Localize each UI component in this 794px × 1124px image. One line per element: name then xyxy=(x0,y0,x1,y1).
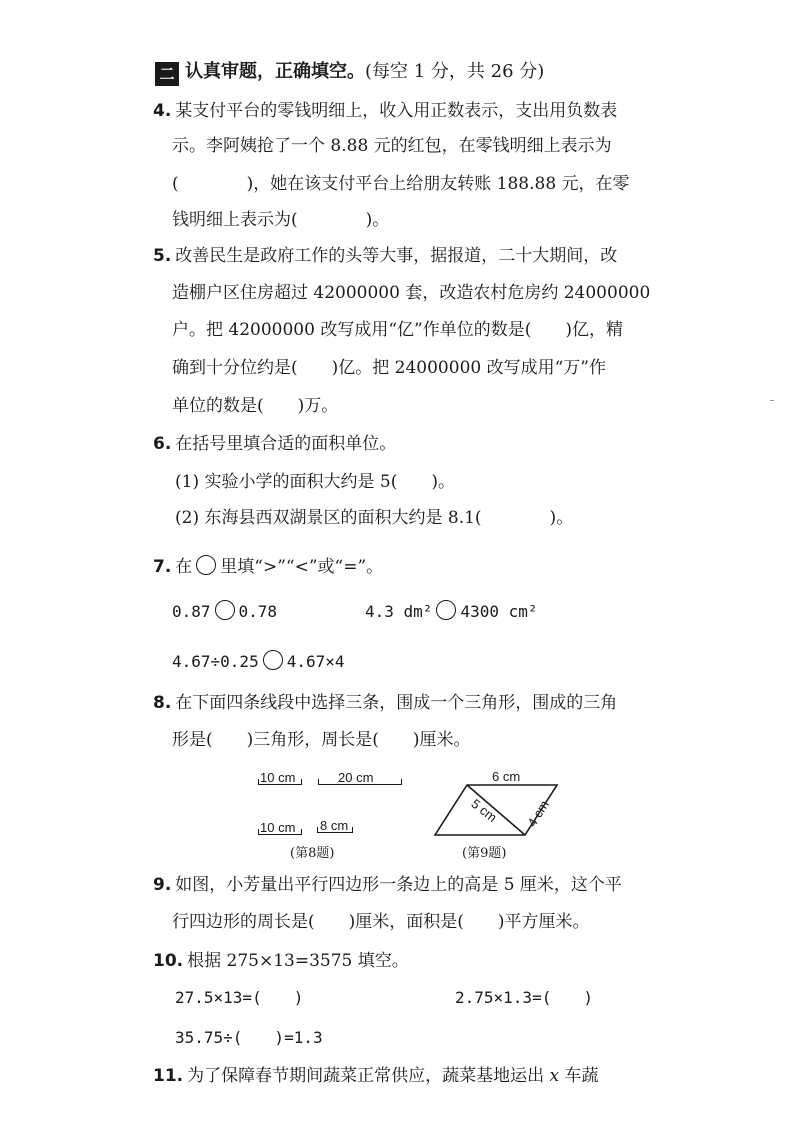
compare-circle-icon xyxy=(196,555,216,575)
q9-line-2: 行四边形的周长是( )厘米，面积是( )平方厘米。 xyxy=(172,912,590,932)
q7-c-left: 4.67÷0.25 xyxy=(172,652,259,671)
q8-number: 8. xyxy=(153,693,172,713)
segment-3 xyxy=(258,829,302,835)
q9-text-1: 如图，小芳量出平行四边形一条边上的高是 5 厘米，这个平 xyxy=(175,875,622,895)
q9-number: 9. xyxy=(153,875,172,895)
q8-line-1 xyxy=(153,695,617,712)
q7-number: 7. xyxy=(153,557,172,577)
edge-mark xyxy=(770,400,774,401)
q5-line-5: 单位的数是( )万。 xyxy=(172,396,339,416)
q7-text-1b: 里填“>”“<”或“=”。 xyxy=(220,557,384,577)
q10-line-1 xyxy=(153,953,409,970)
segment-label-3: 10 cm xyxy=(260,820,296,835)
q11-text-1b: 车蔬 xyxy=(559,1066,599,1086)
q11-line-1 xyxy=(153,1068,599,1085)
q5-line-1 xyxy=(153,248,617,265)
q8-text-1: 在下面四条线段中选择三条，围成一个三角形，围成的三角 xyxy=(175,693,618,713)
q6-text-1: 在括号里填合适的面积单位。 xyxy=(175,434,397,454)
segment-label-2: 20 cm xyxy=(338,770,374,785)
q5-line-2: 造棚户区住房超过 42000000 套，改造农村危房约 24000000 xyxy=(172,283,651,303)
q9-line-1 xyxy=(153,877,622,894)
q5-line-4: 确到十分位约是( )亿。把 24000000 改写成用“万”作 xyxy=(172,358,606,378)
q7-compare-a xyxy=(172,600,277,620)
segment-1 xyxy=(258,779,302,785)
section-score-note: (每空 1 分，共 26 分) xyxy=(365,61,545,82)
q7-a-left: 0.87 xyxy=(172,602,211,621)
q4-line-1 xyxy=(153,103,617,120)
q6-line-1 xyxy=(153,436,396,453)
answer-circle-a[interactable] xyxy=(215,600,235,620)
q10-item-c: 35.75÷( )=1.3 xyxy=(175,1028,323,1047)
q7-compare-b xyxy=(365,600,538,620)
q4-line-2: 示。李阿姨抢了一个 8.88 元的红包，在零钱明细上表示为 xyxy=(172,136,612,156)
q7-text-1a: 在 xyxy=(175,557,193,577)
segment-2 xyxy=(318,779,402,785)
q5-number: 5. xyxy=(153,246,172,266)
answer-circle-b[interactable] xyxy=(436,600,456,620)
answer-circle-c[interactable] xyxy=(263,650,283,670)
q7-b-right: 4300 cm² xyxy=(460,602,538,621)
figure-9-side-label: 4 cm xyxy=(524,797,552,830)
q8-line-2: 形是( )三角形，周长是( )厘米。 xyxy=(172,730,471,750)
q5-text-1: 改善民生是政府工作的头等大事，据报道，二十大期间，改 xyxy=(175,246,618,266)
q6-number: 6. xyxy=(153,434,172,454)
segment-label-4: 8 cm xyxy=(320,818,349,833)
q11-text-1a: 为了保障春节期间蔬菜正常供应，蔬菜基地运出 xyxy=(187,1066,550,1086)
q11-variable: x xyxy=(549,1066,560,1086)
q7-a-right: 0.78 xyxy=(238,602,278,621)
q4-line-4: 钱明细上表示为( )。 xyxy=(172,210,390,230)
figure-9-diagonal-label: 5 cm xyxy=(468,795,500,826)
q5-line-3: 户。把 42000000 改写成用“亿”作单位的数是( )亿，精 xyxy=(172,320,623,340)
section-title: 认真审题，正确填空。 xyxy=(185,61,365,82)
q4-text-1: 某支付平台的零钱明细上，收入用正数表示，支出用负数表 xyxy=(175,101,618,121)
q10-item-b: 2.75×1.3=( ) xyxy=(455,988,593,1007)
figure-8-caption: (第8题) xyxy=(290,846,335,861)
q4-number: 4. xyxy=(153,101,172,121)
segment-label-1: 10 cm xyxy=(260,770,296,785)
q11-number: 11. xyxy=(153,1066,184,1086)
q7-line-1 xyxy=(153,555,383,576)
q10-text-1: 根据 275×13=3575 填空。 xyxy=(187,951,409,971)
q6-sub-2: (2) 东海县西双湖景区的面积大约是 8.1( )。 xyxy=(175,508,574,528)
q7-compare-c xyxy=(172,650,345,670)
q7-c-right: 4.67×4 xyxy=(286,652,345,671)
q4-line-3: ( )，她在该支付平台上给朋友转账 188.88 元，在零 xyxy=(172,174,630,194)
q10-number: 10. xyxy=(153,951,184,971)
q6-sub-1: (1) 实验小学的面积大约是 5( )。 xyxy=(175,472,455,492)
figure-9-top-label: 6 cm xyxy=(492,769,521,784)
section-header xyxy=(155,62,544,86)
section-number-badge: 二 xyxy=(155,62,179,86)
q7-b-left: 4.3 dm² xyxy=(365,602,433,621)
q10-item-a: 27.5×13=( ) xyxy=(175,988,304,1007)
figure-9-caption: (第9题) xyxy=(462,846,507,861)
segment-4 xyxy=(317,827,353,833)
